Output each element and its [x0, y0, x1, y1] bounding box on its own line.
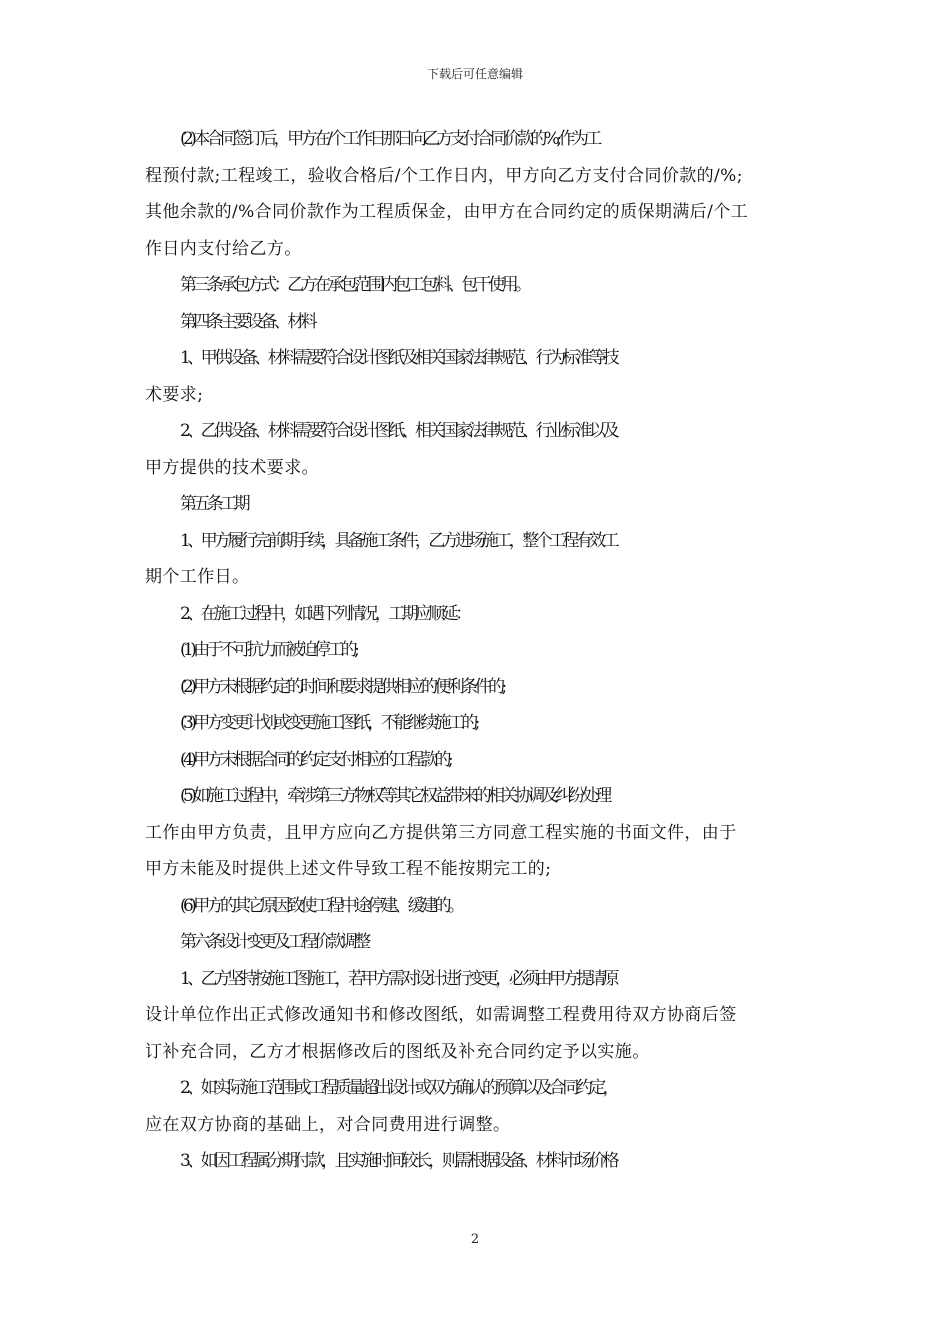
text-line: 期个工作日。	[145, 567, 250, 587]
text-line: (3)甲方变更计划或变更施工图纸，不能继续施工的;	[180, 713, 477, 733]
paragraph	[145, 304, 807, 341]
text-line: 2、如实际施工范围或工程质量超出设计或双方确认的预算以及合同约定，	[180, 1078, 617, 1098]
text-line: (2)本合同签订后，甲方在/个工作日那日向乙方支付合同价款的%;作为工	[180, 129, 599, 149]
text-line: 订补充合同，乙方才根据修改后的图纸及补充合同约定予以实施。	[145, 1041, 650, 1062]
paragraph	[145, 705, 807, 742]
text-line: 作日内支付给乙方。	[145, 238, 302, 259]
paragraph	[145, 413, 807, 486]
paragraph	[145, 778, 807, 888]
text-line: (5)如施工过程中，牵涉第三方物权等其它权益带来的相关协调及纠纷处理	[180, 786, 609, 806]
text-line: 应在双方协商的基础上，对合同费用进行调整。	[145, 1114, 511, 1135]
paragraph	[145, 121, 807, 267]
text-line: (1)由于不可抗力而被迫停工的;	[180, 640, 357, 660]
text-line: 1、甲方履行完前期手续，具备施工条件，乙方进场施工，整个工程有效工	[180, 530, 617, 551]
text-line: 程预付款;工程竣工，验收合格后/个工作日内，甲方向乙方支付合同价款的/%;	[145, 165, 743, 186]
paragraph	[145, 1070, 807, 1143]
text-line: 甲方提供的技术要求。	[145, 457, 319, 478]
text-line: 第五条工期	[180, 494, 247, 514]
text-line: 设计单位作出正式修改通知书和修改图纸，如需调整工程费用待双方协商后签	[145, 1005, 737, 1025]
document-body	[145, 121, 807, 1180]
text-line: (4)甲方未根据合同的约定支付相应的工程款的;	[180, 749, 451, 770]
text-line: (6)甲方的其它原因致使工程中途停建、缓建的。	[180, 895, 462, 916]
paragraph	[145, 596, 807, 633]
text-line: 术要求;	[145, 384, 204, 405]
text-line: 第六条设计变更及工程价款调整	[180, 932, 368, 952]
text-line: 1、乙方坚持按施工图施工，若甲方需对设计进行变更，必须由甲方提请原	[180, 968, 617, 989]
page-header: 下载后可任意编辑	[426, 67, 523, 81]
paragraph	[145, 340, 807, 413]
paragraph	[145, 267, 807, 304]
text-line: 第三条承包方式：乙方在承包范围内包工包料、包干使用。	[180, 275, 529, 295]
page-number: 2	[470, 1232, 480, 1247]
paragraph	[145, 961, 807, 1071]
text-line: 2、乙供设备、材料需要符合设计图纸、相关国家法律规范、行业标准以及	[180, 421, 617, 441]
text-line: 工作由甲方负责，且甲方应向乙方提供第三方同意工程实施的书面文件，由于	[145, 822, 737, 843]
paragraph	[145, 523, 807, 596]
text-line: 第四条主要设备、材料	[180, 311, 314, 332]
paragraph	[145, 486, 807, 523]
text-line: 甲方未能及时提供上述文件导致工程不能按期完工的;	[145, 859, 552, 879]
paragraph	[145, 742, 807, 779]
paragraph	[145, 888, 807, 925]
text-line: 1、甲供设备、材料需要符合设计图纸及相关国家法律规范、行为标准等技	[180, 348, 617, 368]
paragraph	[145, 1143, 807, 1180]
text-line: 2、在施工过程中，如遇下列情况，工期应顺延：	[180, 603, 469, 624]
text-line: 3、如因工程属分期付款，且实施时间较长，则需根据设备、材料市场价格	[180, 1151, 617, 1171]
paragraph	[145, 632, 807, 669]
text-line: (2)甲方未根据约定的时间和要求提供相应的便利条件的;	[180, 676, 504, 697]
text-line: 其他余款的/%合同价款作为工程质保金，由甲方在合同约定的质保期满后/个工	[145, 202, 749, 222]
paragraph	[145, 669, 807, 706]
paragraph	[145, 924, 807, 961]
